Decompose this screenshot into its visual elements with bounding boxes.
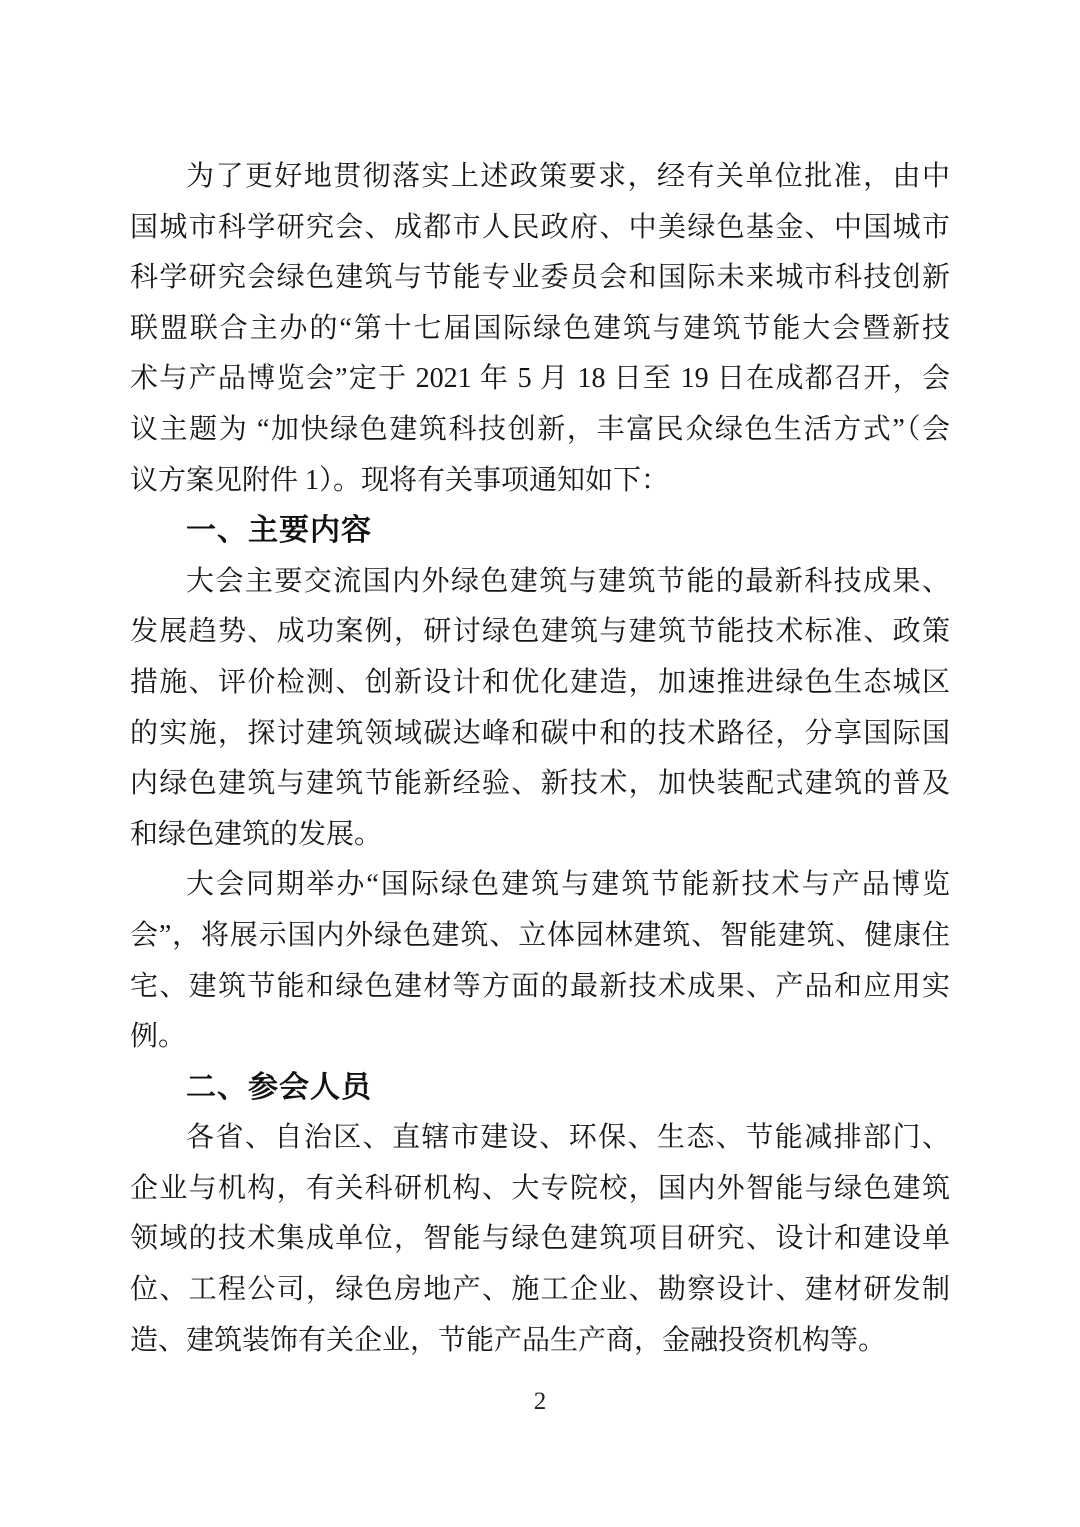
- text-line: 议主题为 “加快绿色建筑科技创新，丰富民众绿色生活方式”（会: [130, 413, 950, 445]
- text-line: 议方案见附件 1）。现将有关事项通知如下：: [130, 464, 670, 496]
- text-line: 措施、评价检测、创新设计和优化建造，加速推进绿色生态城区: [130, 666, 950, 698]
- text-line: 大会同期举办“国际绿色建筑与建筑节能新技术与产品博览: [186, 869, 950, 901]
- text-line: 联盟联合主办的“第十七届国际绿色建筑与建筑节能大会暨新技: [130, 312, 950, 344]
- text-line: 各省、自治区、直辖市建设、环保、生态、节能减排部门、: [186, 1122, 950, 1154]
- text-line: 内绿色建筑与建筑节能新经验、新技术，加快装配式建筑的普及: [130, 768, 950, 800]
- section-heading: 二、参会人员: [186, 1070, 372, 1104]
- page-footer: [0, 1388, 1080, 1416]
- text-line: 的实施，探讨建筑领域碳达峰和碳中和的技术路径，分享国际国: [130, 717, 950, 749]
- text-line: 发展趋势、成功案例，研讨绿色建筑与建筑节能技术标准、政策: [130, 616, 950, 648]
- text-line: 领域的技术集成单位，智能与绿色建筑项目研究、设计和建设单: [130, 1223, 950, 1255]
- text-line: 大会主要交流国内外绿色建筑与建筑节能的最新科技成果、: [186, 565, 950, 597]
- text-line: 会”，将展示国内外绿色建筑、立体园林建筑、智能建筑、健康住: [130, 919, 950, 951]
- text-line: 位、工程公司，绿色房地产、施工企业、勘察设计、建材研发制: [130, 1274, 950, 1306]
- text-line: 宅、建筑节能和绿色建材等方面的最新技术成果、产品和应用实: [130, 970, 950, 1002]
- section-heading: 一、主要内容: [186, 514, 372, 548]
- text-line: 术与产品博览会”定于 2021 年 5 月 18 日至 19 日在成都召开，会: [130, 363, 950, 395]
- text-line: 国城市科学研究会、成都市人民政府、中美绿色基金、中国城市: [130, 211, 950, 243]
- document-body: [130, 152, 950, 1366]
- text-line: 造、建筑装饰有关企业，节能产品生产商，金融投资机构等。: [130, 1324, 887, 1356]
- text-line: 为了更好地贯彻落实上述政策要求，经有关单位批准，由中: [186, 161, 950, 192]
- text-line: 企业与机构，有关科研机构、大专院校，国内外智能与绿色建筑: [130, 1172, 950, 1204]
- text-line: 科学研究会绿色建筑与节能专业委员会和国际未来城市科技创新: [130, 262, 950, 294]
- text-line: 和绿色建筑的发展。: [130, 818, 383, 850]
- page-number: 2: [533, 1388, 547, 1415]
- text-line: 例。: [130, 1021, 187, 1053]
